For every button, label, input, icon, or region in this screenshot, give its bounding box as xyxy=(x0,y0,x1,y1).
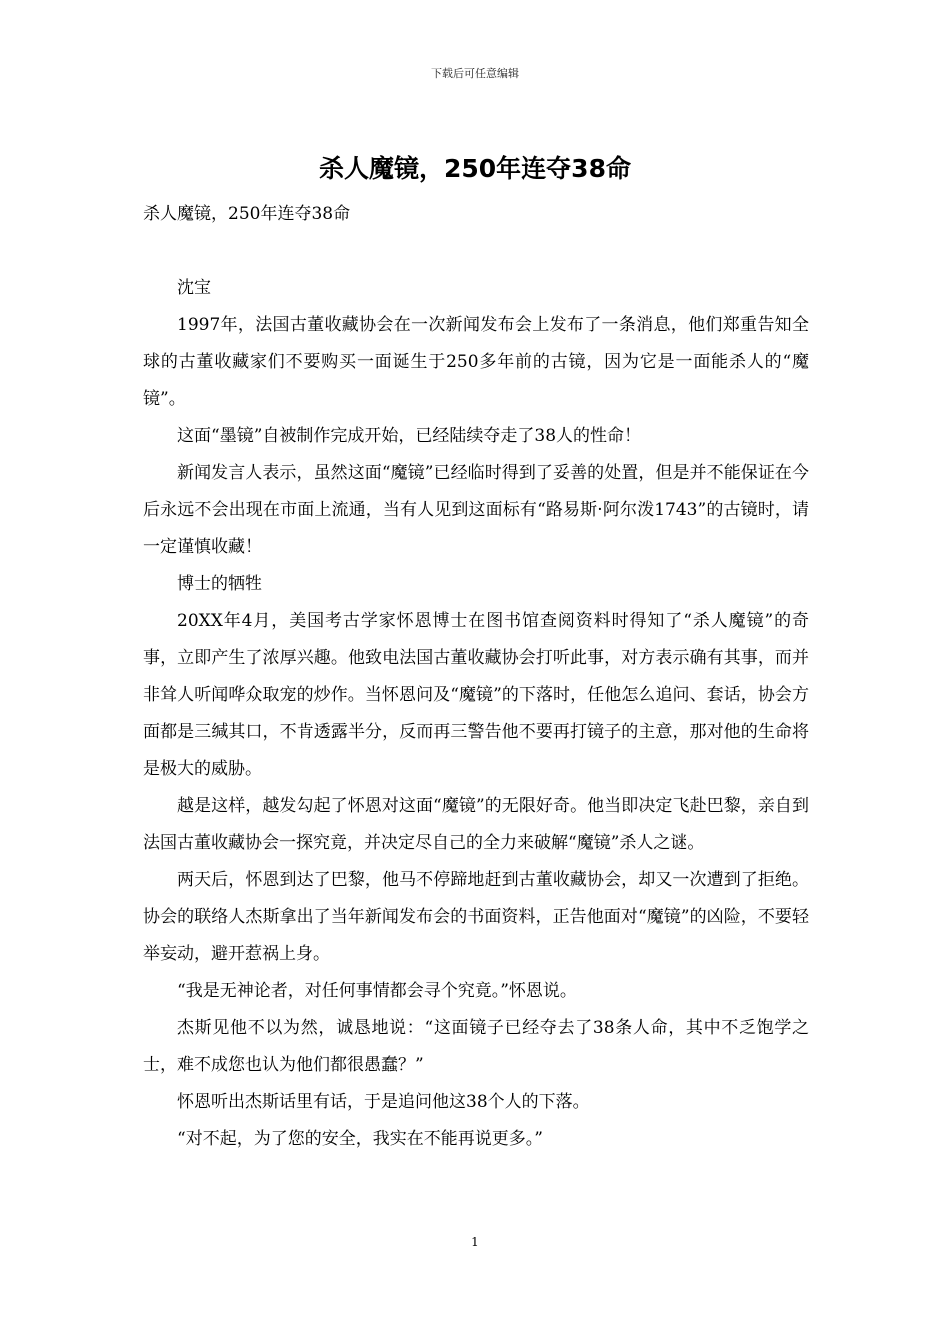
page-header: 下载后可任意编辑 xyxy=(431,67,519,80)
section-heading: 博士的牺牲 xyxy=(177,574,262,594)
author-line: 沈宝 xyxy=(177,278,211,298)
document-title: 杀人魔镜，250年连夺38命 xyxy=(319,154,631,183)
paragraph: 1997年，法国古董收藏协会在一次新闻发布会上发布了一条消息，他们郑重告知全球的古董收藏家们不要购买一面诞生于250多年前的古镜，因为它是一面能杀人的“魔镜”。 xyxy=(143,315,809,409)
paragraph: 20XX年4月，美国考古学家怀恩博士在图书馆查阅资料时得知了“杀人魔镜”的奇事，立即产生了浓厚兴趣。他致电法国古董收藏协会打听此事，对方表示确有其事，而并非耸人听闻哗众取宠的炒作。当怀恩问及“魔镜”的下落时，任他怎么追问、套话，协会方面都是三缄其口，不肯透露半分，反而再三警告他不要再打镜子的主意，那对他的生命将是极大的威胁。 xyxy=(143,611,809,779)
page-number: 1 xyxy=(471,1235,479,1249)
paragraph: 怀恩听出杰斯话里有话，于是追问他这38个人的下落。 xyxy=(177,1092,590,1112)
paragraph: 杰斯见他不以为然，诚恳地说：“这面镜子已经夺去了38条人命，其中不乏饱学之士，难不成您也认为他们都很愚蠢？” xyxy=(143,1018,809,1075)
paragraph: 这面“墨镜”自被制作完成开始，已经陆续夺走了38人的性命！ xyxy=(177,426,642,446)
paragraph: 新闻发言人表示，虽然这面“魔镜”已经临时得到了妥善的处置，但是并不能保证在今后永远不会出现在市面上流通，当有人见到这面标有“路易斯·阿尔泼1743”的古镜时，请一定谨慎收藏！ xyxy=(143,463,809,557)
paragraph: 越是这样，越发勾起了怀恩对这面“魔镜”的无限好奇。他当即决定飞赴巴黎，亲自到法国古董收藏协会一探究竟，并决定尽自己的全力来破解“魔镜”杀人之谜。 xyxy=(143,796,809,853)
subtitle-line: 杀人魔镜，250年连夺38命 xyxy=(143,204,351,224)
paragraph: “我是无神论者，对任何事情都会寻个究竟。”怀恩说。 xyxy=(177,981,577,1001)
blank-line xyxy=(143,233,809,270)
paragraph: 两天后，怀恩到达了巴黎，他马不停蹄地赶到古董收藏协会，却又一次遭到了拒绝。协会的联络人杰斯拿出了当年新闻发布会的书面资料，正告他面对“魔镜”的凶险，不要轻举妄动，避开惹祸上身。 xyxy=(143,870,809,964)
document-body xyxy=(143,196,809,1158)
paragraph: “对不起，为了您的安全，我实在不能再说更多。” xyxy=(177,1129,543,1149)
